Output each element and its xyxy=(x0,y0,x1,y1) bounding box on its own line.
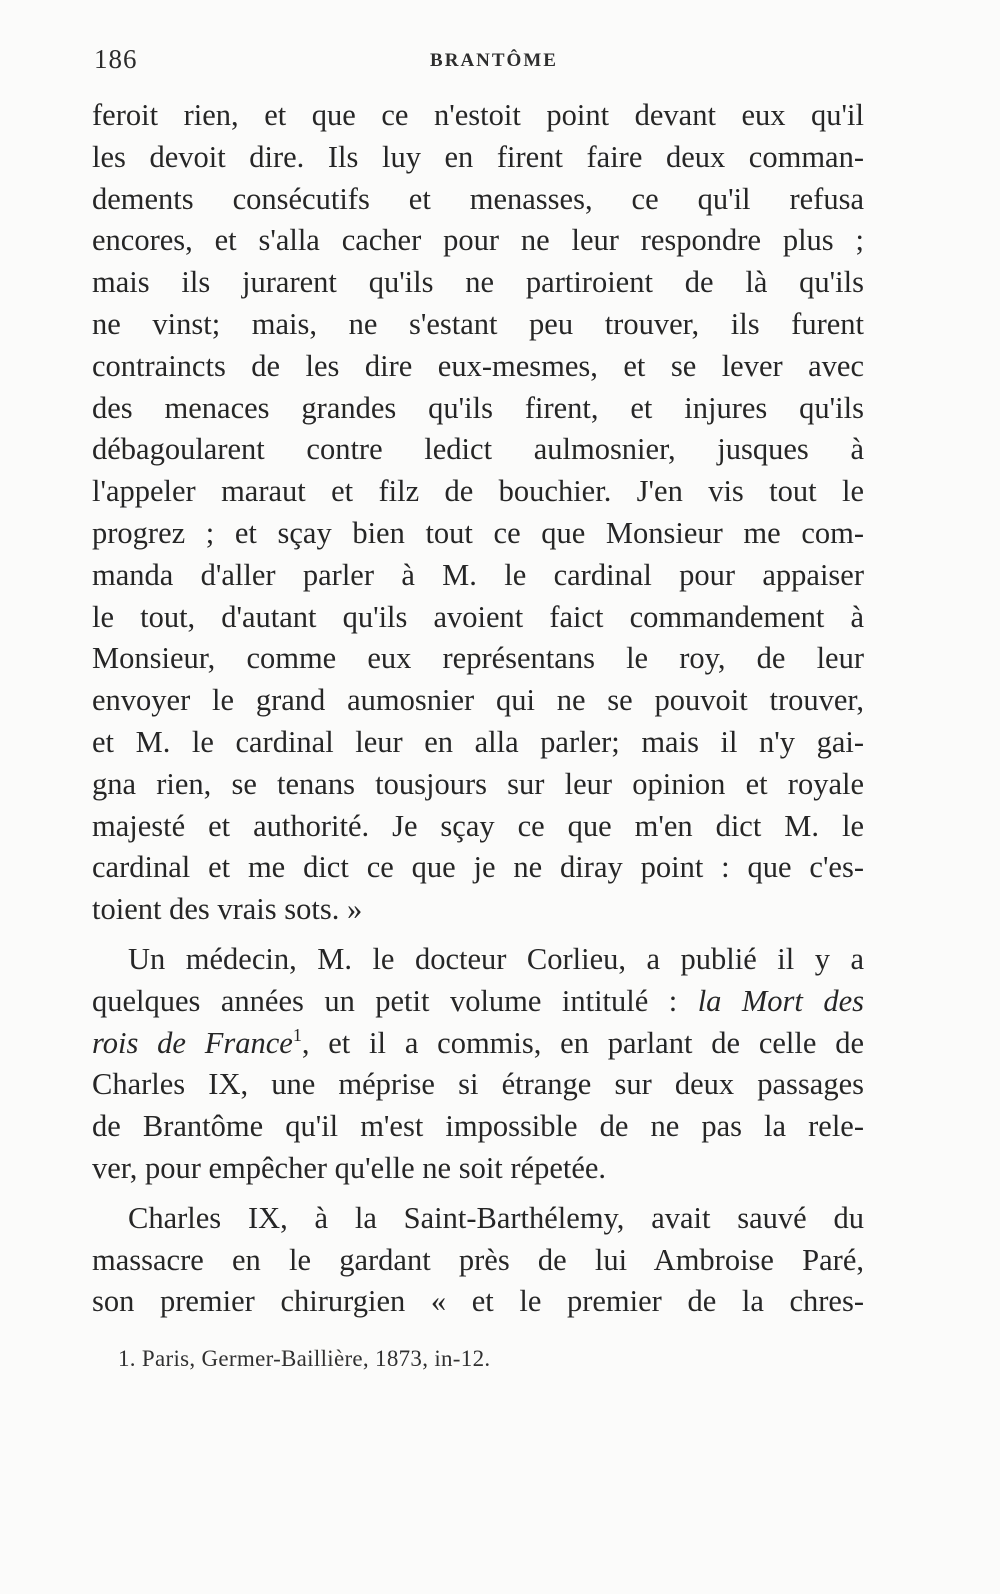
text-line: toient des vrais sots. » xyxy=(92,892,363,927)
text-line: feroit rien, et que ce n'estoit point devant eux qu'il xyxy=(92,98,864,132)
page-number: 186 xyxy=(94,44,138,74)
text-line: des menaces grandes qu'ils firent, et injures qu'ils xyxy=(92,390,864,425)
text-line: Monsieur, comme eux représentans le roy, de leur xyxy=(92,641,864,676)
page-header xyxy=(94,44,874,84)
paragraph-gap xyxy=(92,1190,864,1198)
text-line: Un médecin, M. le docteur Corlieu, a publié il y a xyxy=(128,941,864,976)
text-line: encores, et s'alla cacher pour ne leur respondre plus ; xyxy=(92,223,864,258)
text-line xyxy=(92,1023,864,1065)
text-line: les devoit dire. Ils luy en firent faire deux comman- xyxy=(92,139,864,174)
book-title-italic: rois de France xyxy=(92,1025,293,1060)
book-title-italic: la Mort des xyxy=(697,983,864,1018)
text-line: Charles IX, une méprise si étrange sur deux passages xyxy=(92,1067,864,1102)
text-line: dements consécutifs et menasses, ce qu'il refusa xyxy=(92,181,864,216)
paragraph-corlieu xyxy=(92,939,864,1190)
paragraph-quote-continuation xyxy=(92,95,864,931)
body-text xyxy=(92,95,864,1323)
text-run: quelques années un petit volume intitulé : xyxy=(92,983,698,1018)
text-run: , et il a commis, en parlant de celle de xyxy=(301,1025,864,1060)
text-line: mais ils jurarent qu'ils ne partiroient de là qu'ils xyxy=(92,265,864,300)
text-line: contraincts de les dire eux-mesmes, et se lever avec xyxy=(92,348,864,383)
text-line: cardinal et me dict ce que je ne diray point : que c'es- xyxy=(92,850,864,885)
text-line: ne vinst; mais, ne s'estant peu trouver, ils furent xyxy=(92,306,864,341)
text-line: envoyer le grand aumosnier qui ne se pouvoit trouver, xyxy=(92,683,864,718)
footnote-marker: 1 xyxy=(292,1024,302,1045)
text-line: l'appeler maraut et filz de bouchier. J'en vis tout le xyxy=(92,474,864,509)
running-head: BRANTÔME xyxy=(430,50,558,71)
text-line: Charles IX, à la Saint-Barthélemy, avait sauvé du xyxy=(128,1200,864,1235)
text-line: gna rien, se tenans tousjours sur leur opinion et royale xyxy=(92,766,864,801)
paragraph-gap xyxy=(92,931,864,939)
footnote: 1. Paris, Germer-Baillière, 1873, in-12. xyxy=(118,1346,491,1371)
text-line: et M. le cardinal leur en alla parler; mais il n'y gai- xyxy=(92,724,864,759)
text-line: son premier chirurgien « et le premier de la chres- xyxy=(92,1284,864,1319)
text-line: ver, pour empêcher qu'elle ne soit répetée. xyxy=(92,1150,607,1185)
text-line: de Brantôme qu'il m'est impossible de ne pas la rele- xyxy=(92,1109,864,1144)
paragraph-charles-ix xyxy=(92,1198,864,1323)
text-line: progrez ; et sçay bien tout ce que Monsieur me com- xyxy=(92,515,864,550)
text-line xyxy=(92,981,864,1023)
text-line: le tout, d'autant qu'ils avoient faict commandement à xyxy=(92,599,864,634)
text-line: débagoularent contre ledict aulmosnier, jusques à xyxy=(92,432,864,467)
text-line: massacre en le gardant près de lui Ambroise Paré, xyxy=(92,1242,864,1277)
text-line: manda d'aller parler à M. le cardinal pour appaiser xyxy=(92,557,864,592)
text-line: majesté et authorité. Je sçay ce que m'en dict M. le xyxy=(92,808,864,843)
